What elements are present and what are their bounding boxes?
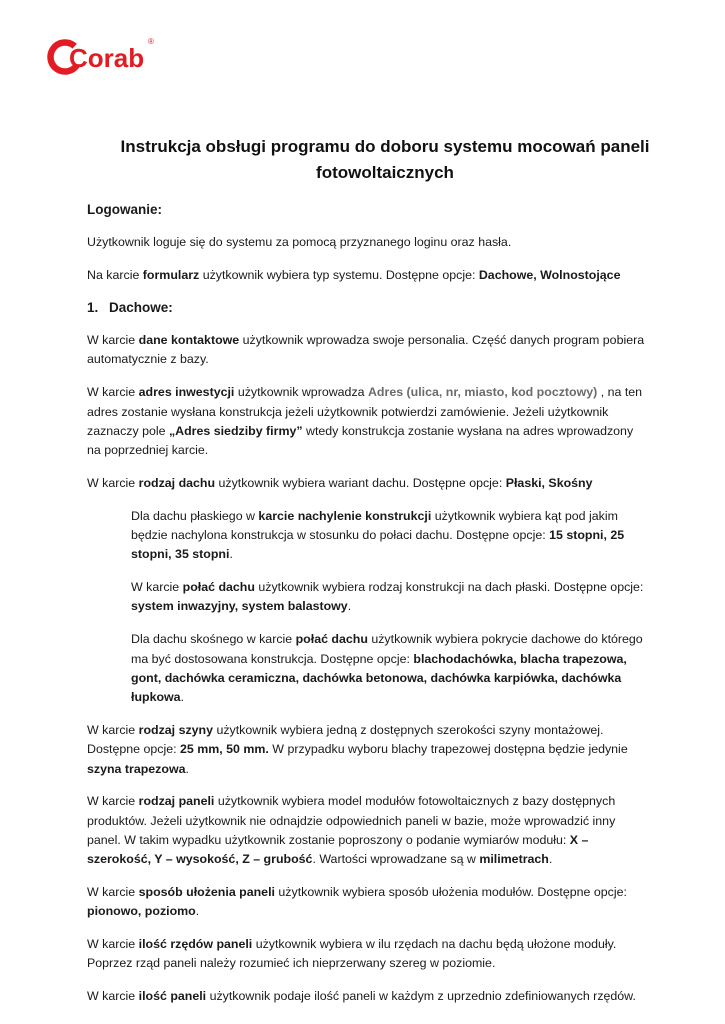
page-title: Instrukcja obsługi programu do doboru systemu mocowań paneli fotowoltaicznych (120, 137, 650, 182)
paragraph-layout: W karcie sposób ułożenia paneli użytkownik wybiera sposób ułożenia modułów. Dostępne opcje: pionowo, poziomo. (87, 885, 627, 919)
paragraph-rows: W karcie ilość rzędów paneli użytkownik wybiera w ilu rzędach na dachu będą ułożone moduły. Poprzez rząd paneli należy rozumieć ich nieprzerwany szereg w poziomie. (87, 937, 617, 971)
paragraph-panels: W karcie rodzaj paneli użytkownik wybiera model modułów fotowoltaicznych z bazy dostępnych produktów. Jeżeli użytkownik nie odnajdzie odpowiednich paneli w bazie, może wprowadzić inny panel. W takim wypadku użytkownik zostanie poproszony o podanie wymiarów modułu: X – szerokość, Y – wysokość, Z – grubość. Wartości wprowadzane są w milimetrach. (87, 794, 616, 867)
paragraph-flat-tilt: Dla dachu płaskiego w karcie nachylenie konstrukcji użytkownik wybiera kąt pod jakim będzie nachylona konstrukcja w stosunku do połaci dachu. Dostępne opcje: 15 stopni, 25 stopni, 35 stopni. (131, 508, 625, 562)
login-heading: Logowanie: (87, 202, 162, 217)
section-number: 1. (87, 300, 99, 316)
paragraph-count: W karcie ilość paneli użytkownik podaje ilość paneli w każdym z uprzednio zdefiniowanych rzędów. (87, 989, 636, 1004)
section-heading-dachowe (87, 298, 647, 317)
paragraph-rail: W karcie rodzaj szyny użytkownik wybiera jedną z dostępnych szerokości szyny montażowej. Dostępne opcje: 25 mm, 50 mm. W przypadku wyboru blachy trapezowej dostępna będzie jedynie szyna trapezowa. (87, 722, 628, 776)
paragraph-contact: W karcie dane kontaktowe użytkownik wprowadza swoje personalia. Część danych program pobiera automatycznie z bazy. (87, 333, 645, 367)
paragraph-roof-type: W karcie rodzaj dachu użytkownik wybiera wariant dachu. Dostępne opcje: Płaski, Skośny (87, 475, 593, 490)
corab-logo (46, 34, 158, 80)
paragraph-address: W karcie adres inwestycji użytkownik wprowadza Adres (ulica, nr, miasto, kod pocztowy) , na ten adres zostanie wysłana konstrukcja jeżeli użytkownik potwierdzi zamówienie. Jeżeli użytkownik zaznaczy pole „Adres siedziby firmy” wtedy konstrukcja zostanie wysłana na adres wprowadzony na poprzedniej karcie. (87, 385, 643, 458)
paragraph-login: Użytkownik loguje się do systemu za pomocą przyznanego loginu oraz hasła. (87, 234, 512, 249)
logo-wordmark: Corab (69, 43, 145, 73)
paragraph-pitched-surface: Dla dachu skośnego w karcie połać dachu użytkownik wybiera pokrycie dachowe do którego ma być dostosowana konstrukcja. Dostępne opcje: blachodachówka, blacha trapezowa, gont, dachówka ceramiczna, dachówka betonowa, dachówka karpiówka, dachówka łupkowa. (131, 632, 643, 705)
paragraph-form: Na karcie formularz użytkownik wybiera typ systemu. Dostępne opcje: Dachowe, Wolnostojące (87, 267, 621, 282)
section-label: Dachowe: (109, 300, 173, 316)
paragraph-flat-surface: W karcie połać dachu użytkownik wybiera rodzaj konstrukcji na dach płaski. Dostępne opcje: system inwazyjny, system balastowy. (131, 580, 644, 614)
document-body (87, 200, 647, 1020)
registered-mark: ® (148, 37, 154, 46)
